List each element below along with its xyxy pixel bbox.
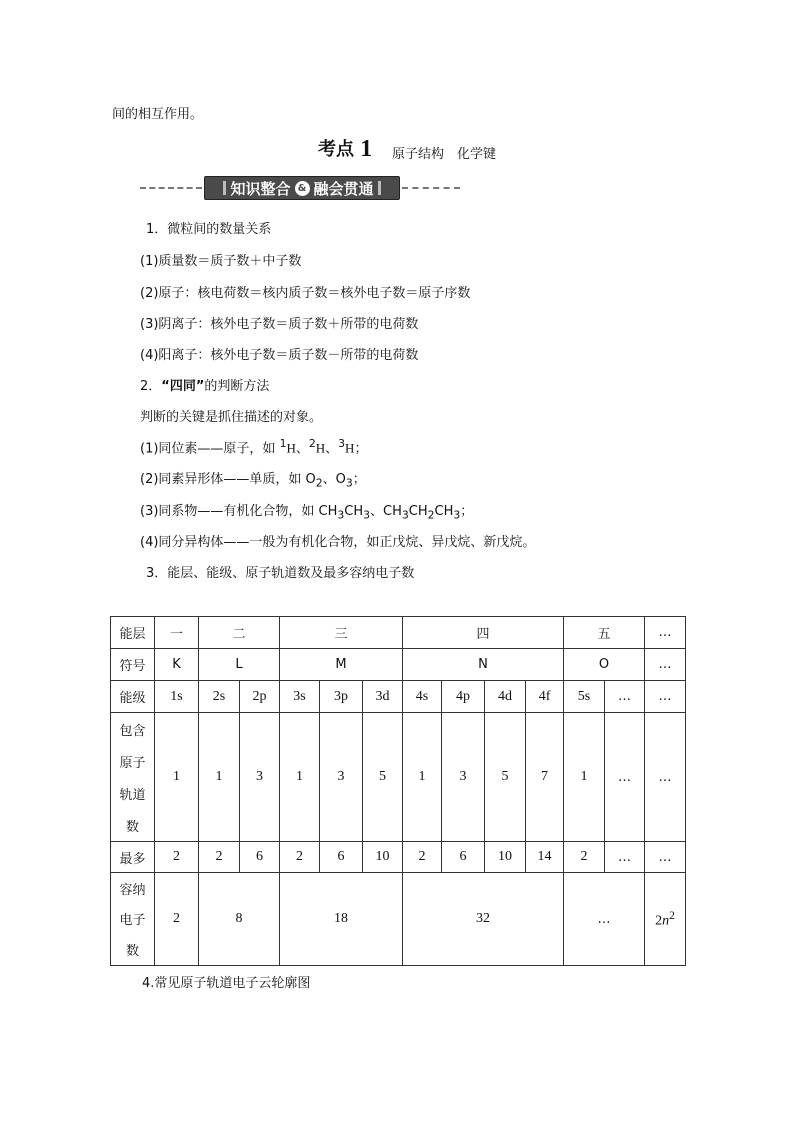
label-line: 轨道 bbox=[119, 787, 146, 803]
max-level-cell: 2 bbox=[155, 842, 199, 873]
level-cell: 4s bbox=[403, 681, 442, 713]
capacity-cell: 32 bbox=[403, 873, 564, 966]
capacity-formula-cell bbox=[645, 873, 686, 966]
row-label-level: 能级 bbox=[111, 681, 155, 713]
homolog-part: CH bbox=[344, 504, 364, 519]
max-level-cell: 6 bbox=[320, 842, 363, 873]
symbol-cell: K bbox=[155, 649, 199, 681]
section2-intro: 判断的关键是抓住描述的对象。 bbox=[140, 410, 323, 425]
section2-item-isomer: (4)同分异构体——一般为有机化合物，如正戊烷、异戊烷、新戊烷。 bbox=[140, 535, 536, 550]
label-line: 容纳 bbox=[119, 882, 146, 898]
row-label-layer: 能层 bbox=[111, 617, 155, 649]
section3-title: 3．能层、能级、原子轨道数及最多容纳电子数 bbox=[146, 566, 415, 581]
level-cell: 3p bbox=[320, 681, 363, 713]
section1-item: (1)质量数＝质子数＋中子数 bbox=[140, 254, 302, 269]
isotope-prefix: (1)同位素——原子，如 bbox=[140, 441, 280, 457]
table-row-orbitals bbox=[111, 713, 686, 842]
isotope-element: H bbox=[315, 440, 326, 456]
section4-title: 4.常见原子轨道电子云轮廓图 bbox=[142, 976, 311, 991]
symbol-cell: L bbox=[199, 649, 280, 681]
kaodian-heading bbox=[318, 135, 372, 162]
level-cell: 2p bbox=[240, 681, 280, 713]
orbital-count-cell: 3 bbox=[320, 713, 363, 842]
table-row-level bbox=[111, 681, 686, 713]
capacity-cell: 8 bbox=[199, 873, 280, 966]
layer-cell: 三 bbox=[280, 617, 403, 649]
orbital-table bbox=[110, 616, 686, 966]
max-level-cell: 10 bbox=[363, 842, 403, 873]
table-row-max-level bbox=[111, 842, 686, 873]
section-banner bbox=[140, 176, 460, 200]
label-line: 原子 bbox=[119, 755, 146, 771]
homolog-prefix: (3)同系物——有机化合物，如 CH bbox=[140, 504, 338, 519]
banner-right-text: 融会贯通 bbox=[313, 179, 374, 198]
level-cell: 4f bbox=[526, 681, 564, 713]
kaodian-number: 1 bbox=[360, 136, 373, 162]
section2-item-allotrope bbox=[140, 468, 366, 490]
allotrope-sub: 3 bbox=[345, 476, 353, 490]
label-line: 数 bbox=[125, 944, 139, 960]
orbital-count-cell: 1 bbox=[199, 713, 240, 842]
row-label-max: 最多 bbox=[111, 842, 155, 873]
row-label-orbitals bbox=[111, 713, 155, 842]
orbital-count-cell: … bbox=[605, 713, 645, 842]
orbital-count-cell: 1 bbox=[564, 713, 605, 842]
symbol-cell: M bbox=[280, 649, 403, 681]
homolog-sub: 3 bbox=[337, 508, 345, 522]
banner-divider-left bbox=[140, 187, 202, 189]
banner-box bbox=[204, 176, 400, 200]
level-cell: 1s bbox=[155, 681, 199, 713]
label-line: 数 bbox=[125, 819, 139, 835]
layer-cell: 五 bbox=[564, 617, 645, 649]
section2-item-homolog bbox=[140, 500, 473, 522]
table-row-layer bbox=[111, 617, 686, 649]
isotope-sep: 、 bbox=[295, 441, 309, 457]
max-level-cell: 2 bbox=[280, 842, 320, 873]
level-cell: 3s bbox=[280, 681, 320, 713]
banner-left-text: 知识整合 bbox=[230, 179, 291, 198]
homolog-end: ； bbox=[460, 504, 474, 519]
orbital-count-cell: … bbox=[645, 713, 686, 842]
layer-cell: 二 bbox=[199, 617, 280, 649]
section1-item: (4)阳离子：核外电子数＝质子数－所带的电荷数 bbox=[140, 348, 419, 363]
section2-title bbox=[140, 375, 269, 394]
isotope-mass-1: 1 bbox=[279, 437, 287, 450]
formula-var: n bbox=[662, 913, 670, 929]
isotope-end: ； bbox=[354, 441, 368, 457]
section2-item-isotope bbox=[140, 437, 367, 456]
table-row-symbol bbox=[111, 649, 686, 681]
layer-cell: 四 bbox=[403, 617, 564, 649]
orbital-count-cell: 5 bbox=[363, 713, 403, 842]
section2-title-quote: “四同” bbox=[161, 379, 205, 394]
max-level-cell: 10 bbox=[485, 842, 526, 873]
section1-title: 1．微粒间的数量关系 bbox=[146, 222, 272, 237]
homolog-sub: 2 bbox=[427, 508, 435, 522]
symbol-cell: O bbox=[564, 649, 645, 681]
isotope-mass-2: 2 bbox=[308, 437, 316, 450]
max-level-cell: 14 bbox=[526, 842, 564, 873]
symbol-cell: N bbox=[403, 649, 564, 681]
layer-cell: 一 bbox=[155, 617, 199, 649]
row-label-symbol: 符号 bbox=[111, 649, 155, 681]
kaodian-topic: 原子结构 化学键 bbox=[392, 147, 497, 162]
orbital-count-cell: 1 bbox=[155, 713, 199, 842]
row-label-capacity bbox=[111, 873, 155, 966]
max-level-cell: … bbox=[645, 842, 686, 873]
orbital-count-cell: 1 bbox=[403, 713, 442, 842]
label-line: 包含 bbox=[119, 723, 146, 739]
homolog-sub: 3 bbox=[453, 508, 461, 522]
max-level-cell: 2 bbox=[403, 842, 442, 873]
banner-bar-right bbox=[378, 181, 381, 195]
capacity-cell: 2 bbox=[155, 873, 199, 966]
level-cell: 5s bbox=[564, 681, 605, 713]
capacity-cell: … bbox=[564, 873, 645, 966]
max-level-cell: 6 bbox=[240, 842, 280, 873]
orbital-count-cell: 3 bbox=[442, 713, 485, 842]
level-cell: 4p bbox=[442, 681, 485, 713]
isotope-sep: 、 bbox=[325, 441, 339, 457]
max-level-cell: … bbox=[605, 842, 645, 873]
table-row-capacity bbox=[111, 873, 686, 966]
level-cell: … bbox=[605, 681, 645, 713]
homolog-sub: 3 bbox=[401, 508, 409, 522]
homolog-part: CH bbox=[434, 504, 454, 519]
level-cell: 4d bbox=[485, 681, 526, 713]
capacity-cell: 18 bbox=[280, 873, 403, 966]
label-line: 电子 bbox=[119, 913, 146, 929]
formula-exp: 2 bbox=[669, 908, 675, 922]
level-cell: … bbox=[645, 681, 686, 713]
intro-text: 间的相互作用。 bbox=[112, 107, 204, 122]
orbital-count-cell: 1 bbox=[280, 713, 320, 842]
orbital-count-cell: 7 bbox=[526, 713, 564, 842]
allotrope-end: ； bbox=[352, 472, 366, 487]
homolog-sub: 3 bbox=[363, 508, 371, 522]
allotrope-sub: 2 bbox=[315, 476, 323, 490]
max-level-cell: 6 bbox=[442, 842, 485, 873]
formula-base: 2 bbox=[655, 913, 663, 929]
isotope-element: H bbox=[345, 440, 355, 456]
isotope-mass-3: 3 bbox=[338, 437, 346, 450]
homolog-part: CH bbox=[408, 504, 428, 519]
section1-item: (2)原子：核电荷数＝核内质子数＝核外电子数＝原子序数 bbox=[140, 286, 471, 301]
max-level-cell: 2 bbox=[199, 842, 240, 873]
orbital-count-cell: 3 bbox=[240, 713, 280, 842]
isotope-element: H bbox=[286, 440, 296, 456]
section1-item: (3)阴离子：核外电子数＝质子数＋所带的电荷数 bbox=[140, 317, 419, 332]
banner-divider-right bbox=[402, 187, 460, 189]
allotrope-mid: 、O bbox=[322, 472, 346, 487]
symbol-cell: … bbox=[645, 649, 686, 681]
homolog-part: 、CH bbox=[370, 504, 402, 519]
layer-cell: … bbox=[645, 617, 686, 649]
max-level-cell: 2 bbox=[564, 842, 605, 873]
level-cell: 3d bbox=[363, 681, 403, 713]
link-icon: & bbox=[295, 181, 310, 196]
orbital-count-cell: 5 bbox=[485, 713, 526, 842]
level-cell: 2s bbox=[199, 681, 240, 713]
banner-bar-left bbox=[223, 181, 226, 195]
section2-title-num: 2． bbox=[140, 379, 162, 394]
kaodian-label: 考点 bbox=[318, 139, 354, 160]
section2-title-rest: 的判断方法 bbox=[204, 379, 270, 394]
allotrope-prefix: (2)同素异形体——单质，如 O bbox=[140, 472, 316, 487]
